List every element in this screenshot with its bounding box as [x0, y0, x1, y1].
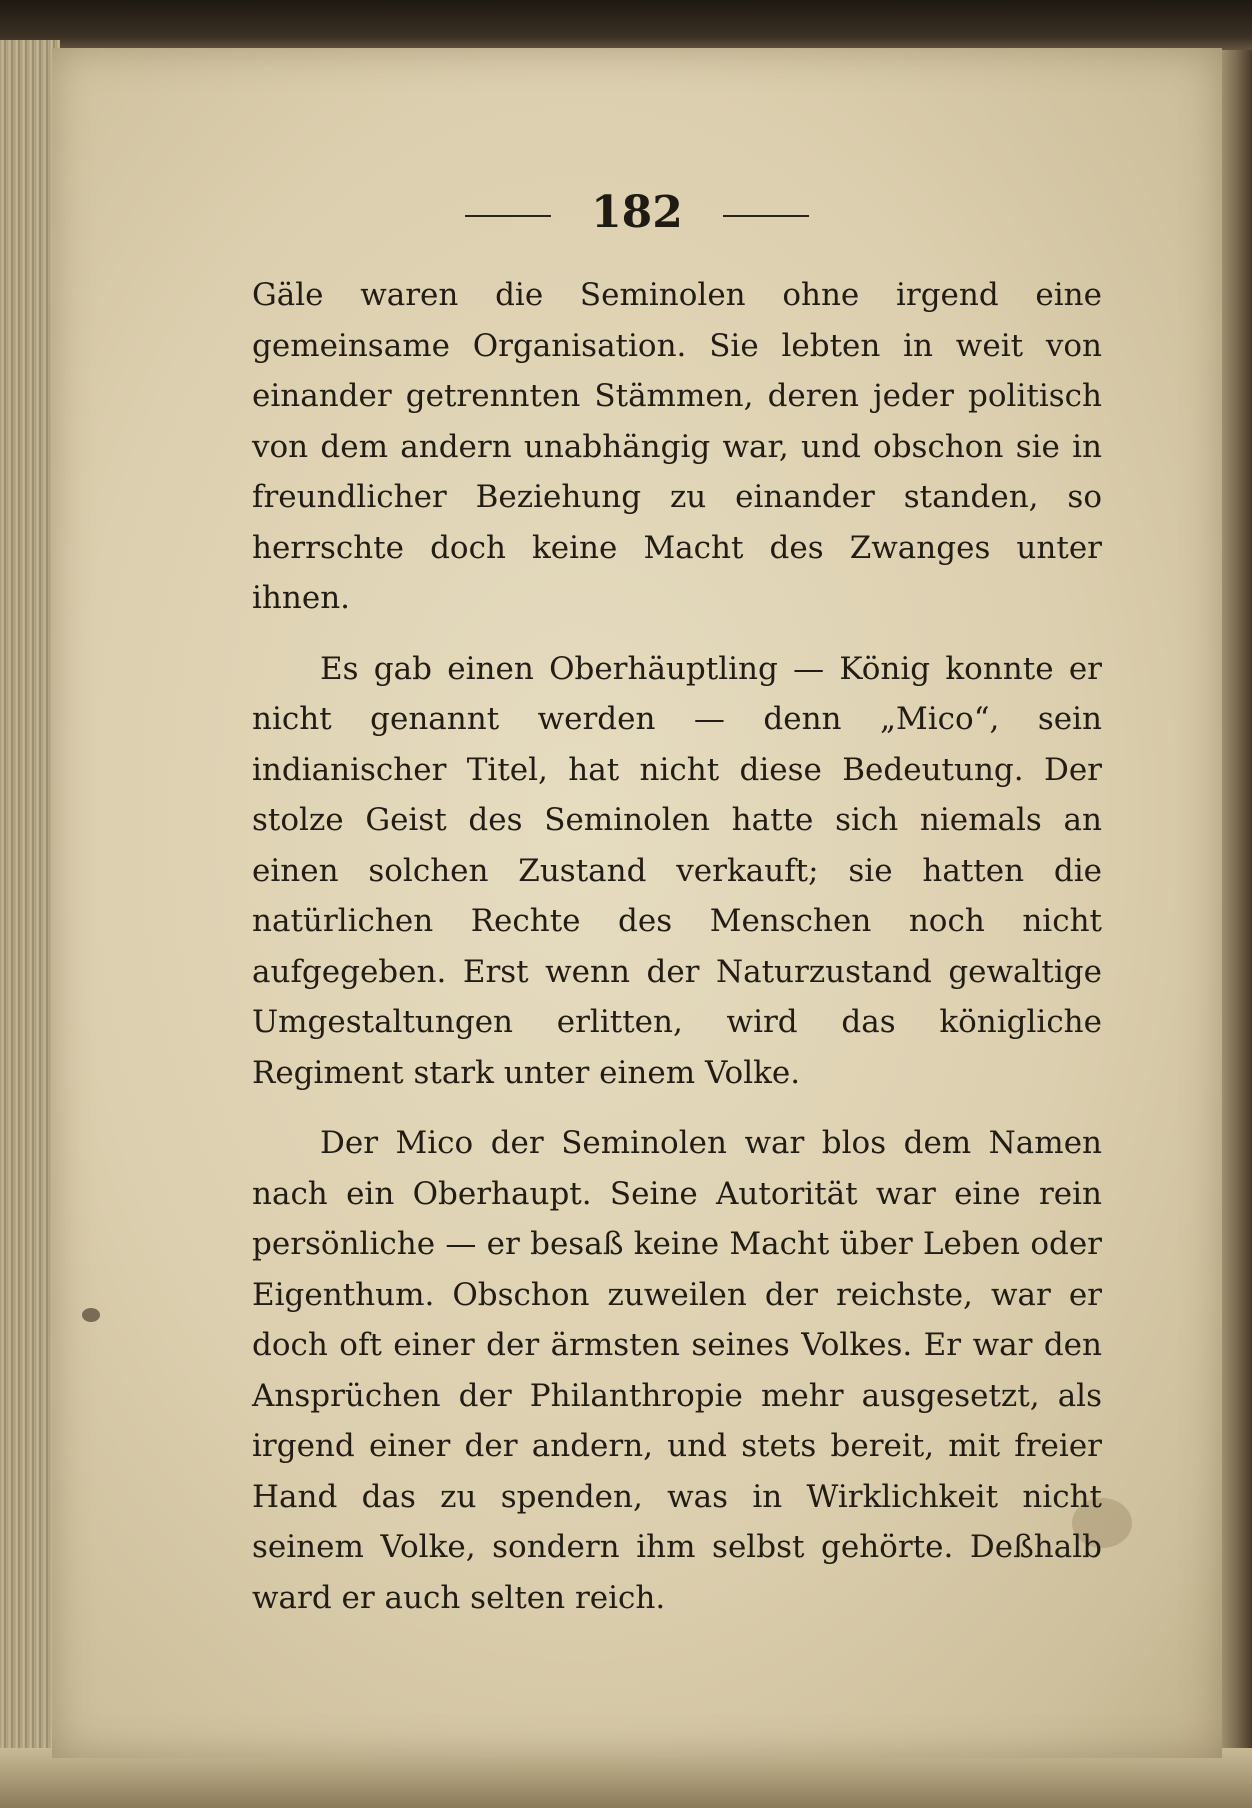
paragraph-1: Gäle waren die Seminolen ohne irgend eine gemeinsame Organisation. Sie lebten in weit von einander getrennten Stämmen, deren jeder politisch von dem andern unabhängig war, und obschon sie in freundlicher Beziehung zu einander standen, so herrschte doch keine Macht des Zwanges unter ihnen.: [252, 277, 1102, 616]
paper-page: [52, 48, 1222, 1758]
page-header: [52, 188, 1222, 238]
paragraph-2: Es gab einen Oberhäuptling — König konnte er nicht genannt werden — denn „Mico“, sein indianischer Titel, hat nicht diese Bedeutung. Der stolze Geist des Seminolen hatte sich niemals an einen solchen Zustand verkauft; sie hatten die natürlichen Rechte des Menschen noch nicht aufgegeben. Erst wenn der Naturzustand gewaltige Umgestaltungen erlitten, wird das königliche Regiment stark unter einem Volke.: [252, 650, 1102, 1091]
paragraph-3: Der Mico der Seminolen war blos dem Namen nach ein Oberhaupt. Seine Autorität war eine rein persönliche — er besaß keine Macht über Leben oder Eigenthum. Obschon zuweilen der reichste, war er doch oft einer der ärmsten seines Volkes. Er war den Ansprüchen der Philanthropie mehr ausgesetzt, als irgend einer der andern, und stets bereit, mit freier Hand das zu spenden, was in Wirklichkeit nicht seinem Volke, sondern ihm selbst gehörte. Deßhalb ward er auch selten reich.: [252, 1125, 1102, 1616]
body-text: [252, 270, 1102, 1643]
page-stack-edge: [0, 40, 60, 1808]
book-cover-top-edge: [0, 0, 1252, 52]
page-number: 182: [591, 187, 683, 238]
header-dash-left: [465, 215, 551, 217]
paper-stain: [82, 1308, 100, 1322]
header-dash-right: [723, 215, 809, 217]
